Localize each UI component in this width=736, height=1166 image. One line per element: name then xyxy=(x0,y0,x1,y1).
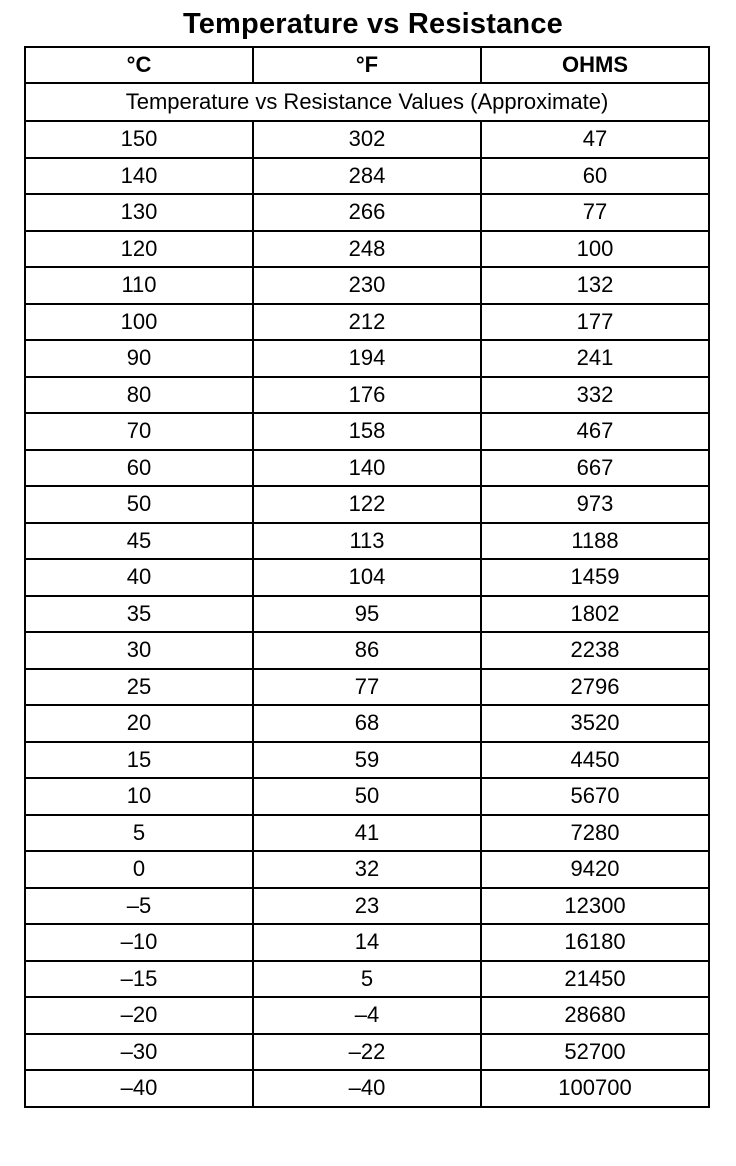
cell-ohms: 5670 xyxy=(481,778,709,815)
cell-fahrenheit: –22 xyxy=(253,1034,481,1071)
cell-celsius: 150 xyxy=(25,121,253,158)
cell-celsius: 25 xyxy=(25,669,253,706)
cell-ohms: 12300 xyxy=(481,888,709,925)
cell-celsius: 20 xyxy=(25,705,253,742)
table-row xyxy=(25,632,709,669)
table-row xyxy=(25,851,709,888)
cell-ohms: 2238 xyxy=(481,632,709,669)
cell-ohms: 973 xyxy=(481,486,709,523)
table-body xyxy=(25,83,709,1107)
table-row xyxy=(25,377,709,414)
cell-ohms: 7280 xyxy=(481,815,709,852)
cell-ohms: 16180 xyxy=(481,924,709,961)
cell-ohms: 60 xyxy=(481,158,709,195)
cell-ohms: 52700 xyxy=(481,1034,709,1071)
cell-celsius: 15 xyxy=(25,742,253,779)
table-row xyxy=(25,340,709,377)
cell-celsius: –40 xyxy=(25,1070,253,1107)
cell-celsius: 50 xyxy=(25,486,253,523)
table-row xyxy=(25,1034,709,1071)
table-row xyxy=(25,888,709,925)
cell-fahrenheit: 32 xyxy=(253,851,481,888)
cell-celsius: 90 xyxy=(25,340,253,377)
cell-fahrenheit: 230 xyxy=(253,267,481,304)
table-row xyxy=(25,231,709,268)
cell-celsius: 140 xyxy=(25,158,253,195)
cell-celsius: 0 xyxy=(25,851,253,888)
cell-ohms: 3520 xyxy=(481,705,709,742)
table-row xyxy=(25,267,709,304)
cell-ohms: 467 xyxy=(481,413,709,450)
cell-fahrenheit: 50 xyxy=(253,778,481,815)
cell-celsius: 40 xyxy=(25,559,253,596)
cell-celsius: 10 xyxy=(25,778,253,815)
cell-celsius: 70 xyxy=(25,413,253,450)
cell-ohms: 100700 xyxy=(481,1070,709,1107)
cell-fahrenheit: 77 xyxy=(253,669,481,706)
cell-ohms: 241 xyxy=(481,340,709,377)
cell-fahrenheit: 41 xyxy=(253,815,481,852)
cell-ohms: 667 xyxy=(481,450,709,487)
cell-fahrenheit: 113 xyxy=(253,523,481,560)
table-row xyxy=(25,705,709,742)
table-row xyxy=(25,778,709,815)
table-header-row xyxy=(25,47,709,83)
cell-ohms: 132 xyxy=(481,267,709,304)
column-header-ohms: OHMS xyxy=(481,47,709,83)
cell-celsius: –10 xyxy=(25,924,253,961)
cell-fahrenheit: 122 xyxy=(253,486,481,523)
cell-fahrenheit: 23 xyxy=(253,888,481,925)
table-row xyxy=(25,1070,709,1107)
cell-fahrenheit: 194 xyxy=(253,340,481,377)
cell-celsius: 30 xyxy=(25,632,253,669)
table-row xyxy=(25,961,709,998)
table-subtitle-row xyxy=(25,83,709,121)
cell-ohms: 1459 xyxy=(481,559,709,596)
cell-ohms: 77 xyxy=(481,194,709,231)
cell-fahrenheit: 248 xyxy=(253,231,481,268)
cell-fahrenheit: 140 xyxy=(253,450,481,487)
table-row xyxy=(25,669,709,706)
cell-celsius: 100 xyxy=(25,304,253,341)
table-row xyxy=(25,997,709,1034)
cell-fahrenheit: –4 xyxy=(253,997,481,1034)
cell-fahrenheit: 59 xyxy=(253,742,481,779)
cell-ohms: 2796 xyxy=(481,669,709,706)
table-subtitle: Temperature vs Resistance Values (Approximate) xyxy=(25,83,709,121)
cell-ohms: 21450 xyxy=(481,961,709,998)
table-row xyxy=(25,559,709,596)
temperature-resistance-table xyxy=(24,46,710,1108)
cell-celsius: 35 xyxy=(25,596,253,633)
page-title: Temperature vs Resistance xyxy=(182,8,564,40)
table-row xyxy=(25,450,709,487)
cell-ohms: 9420 xyxy=(481,851,709,888)
cell-ohms: 47 xyxy=(481,121,709,158)
cell-fahrenheit: 284 xyxy=(253,158,481,195)
cell-celsius: 45 xyxy=(25,523,253,560)
cell-fahrenheit: 68 xyxy=(253,705,481,742)
cell-ohms: 4450 xyxy=(481,742,709,779)
table-row xyxy=(25,194,709,231)
table-row xyxy=(25,815,709,852)
cell-celsius: 130 xyxy=(25,194,253,231)
cell-celsius: 110 xyxy=(25,267,253,304)
cell-fahrenheit: 86 xyxy=(253,632,481,669)
column-header-celsius: °C xyxy=(25,47,253,83)
table-row xyxy=(25,304,709,341)
column-header-fahrenheit: °F xyxy=(253,47,481,83)
cell-fahrenheit: 302 xyxy=(253,121,481,158)
cell-ohms: 177 xyxy=(481,304,709,341)
cell-ohms: 100 xyxy=(481,231,709,268)
cell-fahrenheit: 158 xyxy=(253,413,481,450)
table-row xyxy=(25,924,709,961)
cell-celsius: –5 xyxy=(25,888,253,925)
table-row xyxy=(25,742,709,779)
table-row xyxy=(25,486,709,523)
cell-celsius: 80 xyxy=(25,377,253,414)
cell-fahrenheit: 212 xyxy=(253,304,481,341)
cell-celsius: 60 xyxy=(25,450,253,487)
cell-celsius: –15 xyxy=(25,961,253,998)
cell-fahrenheit: 95 xyxy=(253,596,481,633)
cell-celsius: –30 xyxy=(25,1034,253,1071)
table-row xyxy=(25,158,709,195)
cell-fahrenheit: 14 xyxy=(253,924,481,961)
table-row xyxy=(25,121,709,158)
cell-ohms: 28680 xyxy=(481,997,709,1034)
cell-fahrenheit: 5 xyxy=(253,961,481,998)
cell-ohms: 332 xyxy=(481,377,709,414)
cell-fahrenheit: 176 xyxy=(253,377,481,414)
cell-celsius: –20 xyxy=(25,997,253,1034)
table-row xyxy=(25,413,709,450)
cell-ohms: 1188 xyxy=(481,523,709,560)
table-row xyxy=(25,596,709,633)
cell-ohms: 1802 xyxy=(481,596,709,633)
table-row xyxy=(25,523,709,560)
cell-fahrenheit: 104 xyxy=(253,559,481,596)
cell-celsius: 5 xyxy=(25,815,253,852)
cell-fahrenheit: –40 xyxy=(253,1070,481,1107)
cell-fahrenheit: 266 xyxy=(253,194,481,231)
cell-celsius: 120 xyxy=(25,231,253,268)
